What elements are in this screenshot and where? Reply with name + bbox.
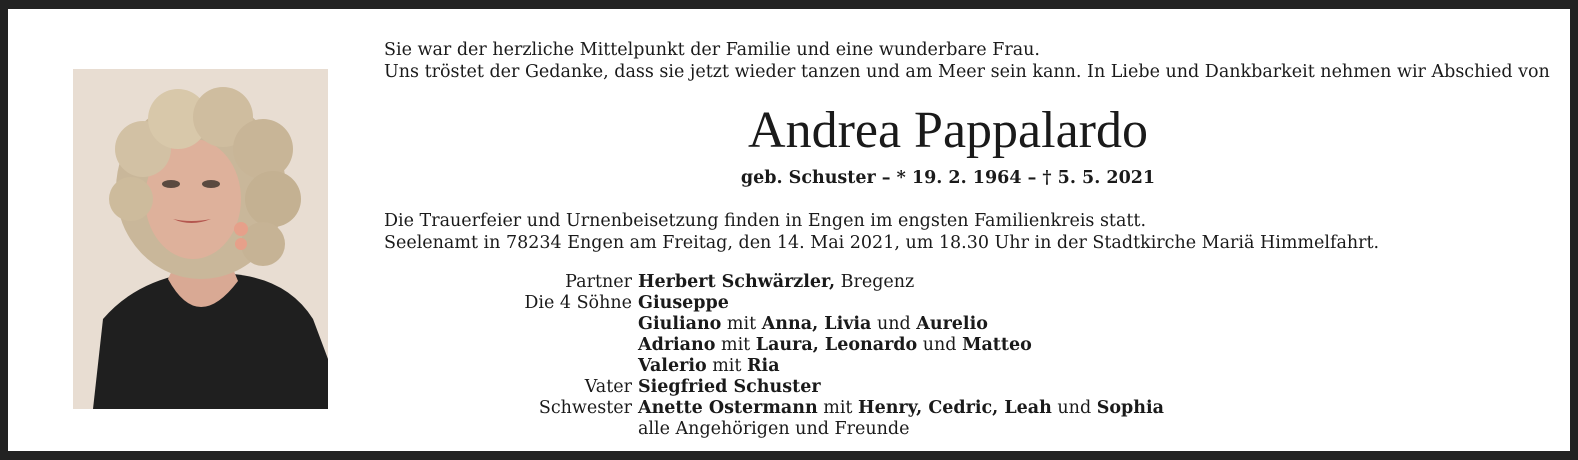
role-label: Partner xyxy=(565,272,632,292)
family-members xyxy=(638,335,1032,356)
family-members xyxy=(638,272,914,293)
family-row-son xyxy=(428,356,1164,377)
role-label-empty xyxy=(428,314,638,335)
intro-text xyxy=(384,39,1550,83)
role-label: Die 4 Söhne xyxy=(524,293,632,313)
family-row-partner xyxy=(428,272,1164,293)
nieces-nephews: Henry, Cedric, Leah xyxy=(858,398,1052,418)
family-row-son xyxy=(428,314,1164,335)
portrait-image xyxy=(73,69,328,409)
deceased-dates: geb. Schuster – * 19. 2. 1964 – † 5. 5. 2021 xyxy=(740,168,1156,188)
grandchild: Aurelio xyxy=(916,314,988,334)
intro-line-2: Uns tröstet der Gedanke, dass sie jetzt wieder tanzen und am Meer sein kann. In Liebe und Dankbarkeit nehmen wir Abschied von xyxy=(384,62,1550,82)
role-label-empty xyxy=(428,335,638,356)
grandchildren: Laura, Leonardo xyxy=(755,335,918,355)
connector: mit xyxy=(721,314,762,334)
ceremony-text xyxy=(384,210,1379,254)
role-label-empty xyxy=(428,356,638,377)
connector: mit xyxy=(817,398,859,418)
intro-line-1: Sie war der herzliche Mittelpunkt der Familie und eine wunderbare Frau. xyxy=(384,40,1040,60)
son-name: Giuliano xyxy=(638,314,722,334)
connector: mit xyxy=(715,335,756,355)
role-label-empty xyxy=(428,419,638,440)
son-name: Giuseppe xyxy=(638,293,729,313)
family-members xyxy=(638,293,729,314)
deceased-name: Andrea Pappalardo xyxy=(748,102,1148,159)
niece: Sophia xyxy=(1096,398,1164,418)
partner-place: Bregenz xyxy=(835,272,915,292)
family-row-son xyxy=(428,335,1164,356)
father-name: Siegfried Schuster xyxy=(638,377,821,397)
son-name: Adriano xyxy=(638,335,716,355)
grandchild: Ria xyxy=(747,356,780,376)
ceremony-line-2: Seelenamt in 78234 Engen am Freitag, den 14. Mai 2021, um 18.30 Uhr in der Stadtkirche Mariä Himmelfahrt. xyxy=(384,233,1380,253)
son-name: Valerio xyxy=(638,356,707,376)
closing-text: alle Angehörigen und Freunde xyxy=(638,419,910,439)
ceremony-line-1: Die Trauerfeier und Urnenbeisetzung finden in Engen im engsten Familienkreis statt. xyxy=(384,211,1147,231)
role-label: Schwester xyxy=(538,398,632,418)
grandchildren: Anna, Livia xyxy=(761,314,872,334)
family-members xyxy=(638,377,821,398)
connector: und xyxy=(871,314,917,334)
partner-name: Herbert Schwärzler, xyxy=(638,272,836,292)
family-row-sons xyxy=(428,293,1164,314)
family-members xyxy=(638,398,1164,419)
grandchild: Matteo xyxy=(962,335,1032,355)
connector: mit xyxy=(706,356,747,376)
portrait-photo xyxy=(73,69,328,409)
connector: und xyxy=(1051,398,1097,418)
family-members xyxy=(638,314,988,335)
family-members xyxy=(638,356,780,377)
family-row-father xyxy=(428,377,1164,398)
family-row-closing xyxy=(428,419,1164,440)
family-row-sister xyxy=(428,398,1164,419)
sister-name: Anette Ostermann xyxy=(638,398,818,418)
connector: und xyxy=(917,335,963,355)
role-label: Vater xyxy=(584,377,632,397)
family-list xyxy=(428,272,1164,440)
